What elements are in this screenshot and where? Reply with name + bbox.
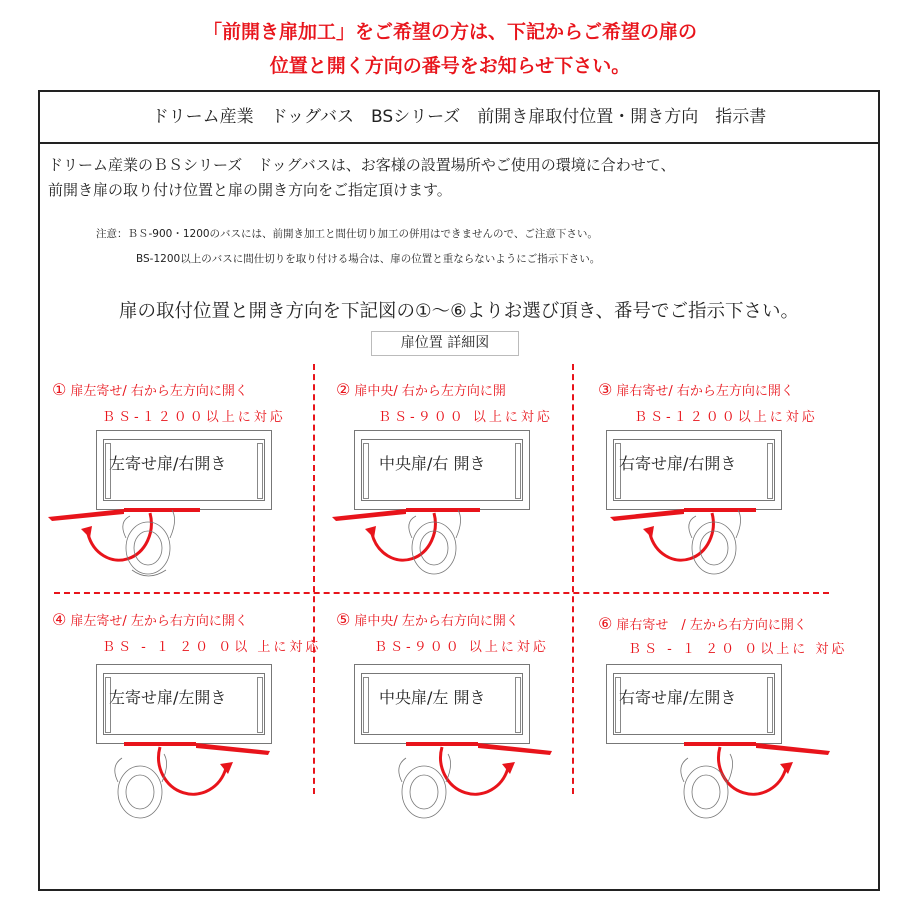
option-compat: ＢＳ-１２００以上に対応: [102, 410, 286, 425]
divider-horizontal: [54, 592, 829, 594]
door-swing-right-icon: [578, 602, 848, 812]
headline-line-1: 「前開き扉加工」をご希望の方は、下記からご希望の扉の: [202, 21, 697, 43]
door-swing-right-icon: [40, 602, 310, 812]
option-title: 扉左寄せ/ 左から右方向に開く: [70, 614, 248, 629]
detail-diagram-label: 扉位置 詳細図: [371, 331, 519, 356]
door-swing-left-icon: [316, 370, 586, 580]
option-compat: ＢＳ - １ ２０ ０以 上に対応: [102, 640, 322, 655]
option-title: 扉左寄せ/ 右から左方向に開く: [70, 384, 248, 399]
intro-line-1: ドリーム産業のＢＳシリーズ ドッグバスは、お客様の設置場所やご使用の環境に合わせて、: [48, 156, 676, 174]
option-number: ④: [52, 610, 67, 629]
intro-line-2: 前開き扉の取り付け位置と扉の開き方向をご指定頂けます。: [48, 181, 452, 199]
door-swing-left-icon: [578, 370, 848, 580]
sheet-title: ドリーム産業 ドッグバス BSシリーズ 前開き扉取付位置・開き方向 指示書: [40, 92, 878, 144]
bath-label: 中央扉/左 開き: [379, 688, 486, 707]
option-title: 扉中央/ 右から左方向に開: [354, 384, 506, 399]
option-compat: ＢＳ - １ ２０ ０以上に 対応: [628, 642, 848, 657]
note-line-1: 注意：ＢＳ-900・1200のバスには、前開き加工と間仕切り加工の併用はできませんので、ご注意下さい。: [96, 228, 598, 240]
option-title: 扉右寄せ / 左から右方向に開く: [616, 618, 807, 633]
instruction-sheet: [38, 90, 880, 891]
option-5: [316, 602, 586, 812]
bath-label: 中央扉/右 開き: [379, 454, 486, 473]
option-title: 扉中央/ 左から右方向に開く: [354, 614, 519, 629]
option-compat: ＢＳ-９００ 以上に対応: [378, 410, 553, 425]
option-compat: ＢＳ-９００ 以上に対応: [374, 640, 549, 655]
option-number: ⑤: [336, 610, 351, 629]
note-line-2: BS-1200以上のバスに間仕切りを取り付ける場合は、扉の位置と重ならないようにご指示下さい。: [136, 253, 601, 265]
bath-label: 右寄せ扉/右開き: [619, 454, 737, 473]
headline-line-2: 位置と開く方向の番号をお知らせ下さい。: [269, 55, 631, 77]
option-1: [40, 370, 310, 580]
door-swing-right-icon: [316, 602, 586, 812]
option-number: ③: [598, 380, 613, 399]
door-swing-left-icon: [40, 370, 310, 580]
option-compat: ＢＳ-１２００以上に対応: [634, 410, 818, 425]
selection-instruction: 扉の取付位置と開き方向を下記図の①～⑥よりお選び頂き、番号でご指示下さい。: [119, 301, 799, 322]
bath-label: 右寄せ扉/左開き: [619, 688, 737, 707]
option-2: [316, 370, 586, 580]
bath-label: 左寄せ扉/左開き: [109, 688, 227, 707]
option-number: ②: [336, 380, 351, 399]
option-4: [40, 602, 322, 812]
bath-label: 左寄せ扉/右開き: [109, 454, 227, 473]
divider-vertical-1: [313, 364, 315, 794]
option-number: ①: [52, 380, 67, 399]
option-title: 扉右寄せ/ 右から左方向に開く: [616, 384, 794, 399]
option-6: [578, 602, 848, 812]
option-number: ⑥: [598, 614, 613, 633]
option-3: [578, 370, 848, 580]
